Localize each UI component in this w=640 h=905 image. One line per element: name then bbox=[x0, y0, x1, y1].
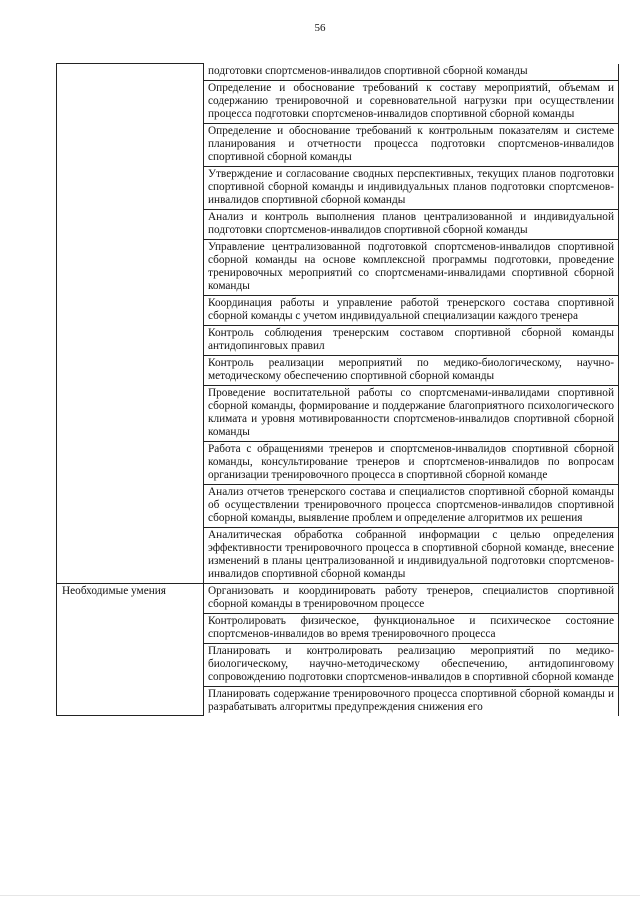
table-cell: Контроль реализации мероприятий по медико-биологическому, научно-методическому обеспечению спортивной сборной команды bbox=[204, 355, 619, 385]
competency-table bbox=[56, 63, 619, 716]
table-cell: Организовать и координировать работу тренеров, специалистов спортивной сборной команды в тренировочном процессе bbox=[204, 583, 619, 613]
row-label-empty bbox=[57, 64, 204, 584]
table-cell: подготовки спортсменов-инвалидов спортивной сборной команды bbox=[204, 64, 619, 81]
table-cell: Планировать содержание тренировочного процесса спортивной сборной команды и разрабатывать алгоритмы предупреждения снижения его bbox=[204, 686, 619, 716]
table-cell: Контроль соблюдения тренерским составом спортивной сборной команды антидопинговых правил bbox=[204, 325, 619, 355]
table-cell: Анализ отчетов тренерского состава и специалистов спортивной сборной команды об осуществлении тренировочного процесса спортсменов-инвалидов спортивной сборной команды, выявление проблем и определение алгоритмов их решения bbox=[204, 484, 619, 527]
page-edge bbox=[0, 895, 640, 896]
table-cell: Управление централизованной подготовкой спортсменов-инвалидов спортивной сборной команды на основе комплексной программы подготовки, проведение тренировочных мероприятий со спортсменами-инвалидами спортивной сборной команды bbox=[204, 239, 619, 295]
table-row bbox=[57, 64, 619, 81]
table-cell: Контролировать физическое, функциональное и психическое состояние спортсменов-инвалидов во время тренировочного процесса bbox=[204, 613, 619, 643]
table-cell: Анализ и контроль выполнения планов централизованной и индивидуальной подготовки спортсменов-инвалидов спортивной сборной команды bbox=[204, 209, 619, 239]
table-row bbox=[57, 583, 619, 613]
page-number: 56 bbox=[314, 22, 326, 34]
table-cell: Координация работы и управление работой тренерского состава спортивной сборной команды с учетом индивидуальной специализации каждого тренера bbox=[204, 295, 619, 325]
table-cell: Работа с обращениями тренеров и спортсменов-инвалидов спортивной сборной команды, консультирование тренеров и спортсменов-инвалидов по вопросам организации тренировочного процесса в спортивной сборной команде bbox=[204, 441, 619, 484]
table-cell: Определение и обоснование требований к составу мероприятий, объемам и содержанию тренировочной и соревновательной нагрузки при осуществлении процесса подготовки спортсменов-инвалидов спортивной сборной команды bbox=[204, 80, 619, 123]
table-cell: Определение и обоснование требований к контрольным показателям и системе планирования и отчетности процесса подготовки спортсменов-инвалидов спортивной сборной команды bbox=[204, 123, 619, 166]
table-cell: Проведение воспитательной работы со спортсменами-инвалидами спортивной сборной команды, формирование и поддержание благоприятного психологического климата и уровня мотивированности спортсменов-инвалидов спортивной сборной команды bbox=[204, 385, 619, 441]
table-cell: Планировать и контролировать реализацию мероприятий по медико-биологическому, научно-методическому обеспечению, антидопинговому сопровождению подготовки спортсменов-инвалидов в спортивной сборной команде bbox=[204, 643, 619, 686]
row-label-required-skills: Необходимые умения bbox=[57, 583, 204, 716]
table-cell: Аналитическая обработка собранной информации с целью определения эффективности тренировочного процесса в спортивной сборной команде, внесение изменений в планы централизованной и индивидуальной подготовки спортсменов-инвалидов спортивной сборной команды bbox=[204, 527, 619, 583]
table-cell: Утверждение и согласование сводных перспективных, текущих планов подготовки спортивной сборной команды и индивидуальных планов подготовки спортсменов-инвалидов спортивной сборной команды bbox=[204, 166, 619, 209]
